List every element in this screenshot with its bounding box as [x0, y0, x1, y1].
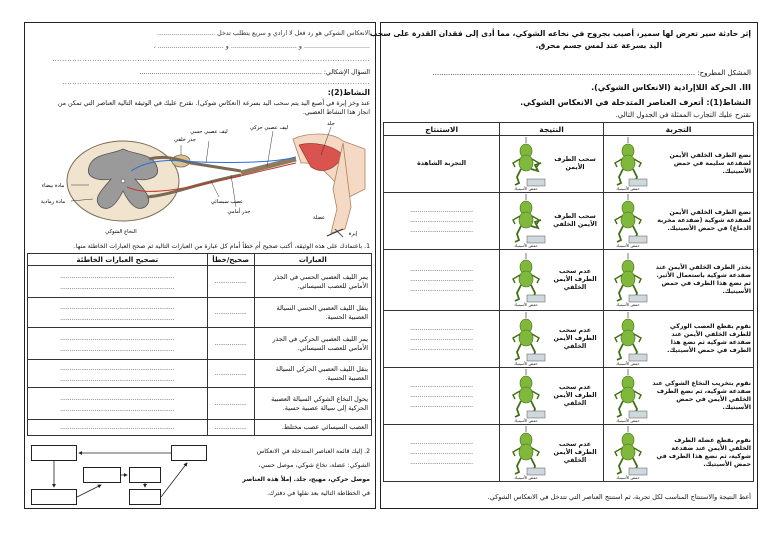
answer-line[interactable]: ............................................................ — [60, 375, 175, 383]
statement-text: يمر الليف العصبي الحركي في الجذر الأمامي للعصب السيسائي. — [254, 328, 371, 360]
header-true-false: صحيح/خطأ — [207, 254, 254, 266]
label-posterior-root: جذر خلفي — [174, 137, 196, 143]
activity-2-line-1: عند وخز إبرة في أصبع اليد يتم سحب اليد بسرعة (انعكاس شوكي). نقترح عليك في الوثيقة التالية العناصر التي تمكن من — [57, 100, 370, 107]
acid-caption: حمض الأسيتيك — [514, 475, 538, 480]
frog-illustration-experiment-6 — [607, 426, 649, 476]
result-label: سحب الطرف الأيمن — [554, 156, 596, 171]
result-label: عدم سحب الطرف الأيمن الخلفي — [553, 327, 597, 350]
result-cell — [500, 368, 604, 425]
answer-line[interactable]: ................................. — [410, 382, 474, 389]
experiment-cell — [604, 250, 754, 311]
true-false-answer[interactable]: ................. — [207, 420, 254, 436]
statement-text: ينقل الليف العصبي الحسي السيالة العصبية الحسية. — [254, 298, 371, 328]
frog-illustration-result-5 — [505, 369, 547, 419]
true-false-answer[interactable]: ................. — [207, 266, 254, 298]
problem-question-line-2: ........................................................................................................................... — [62, 79, 370, 86]
intro-line-1: إثر حادثة سير تعرض لها سمير، أصيب بجروح في نخاعه الشوكي، مما أدى إلى فقدان القدرة على سحب — [369, 29, 751, 38]
definition-line-2: ................................. و ................................. و ................................. ، — [153, 43, 370, 50]
footer-instruction: أعط النتيجة والاستنتاج المناسب لكل تجربة، ثم استنتج العناصر التي تتدخل في الانعكاس الشوكي. — [487, 493, 751, 501]
statement-text: العصب السيسائي عصب مختلط. — [254, 420, 371, 436]
acid-caption: حمض الأسيتيك — [616, 186, 640, 191]
acid-caption: حمض الأسيتيك — [514, 302, 538, 307]
conclusion-cell[interactable] — [384, 368, 500, 425]
section-title: III. الحركة اللاإرادية (الانعكاس الشوكي). — [591, 83, 751, 92]
answer-line[interactable]: ................................. — [410, 266, 474, 273]
label-needle: إبرة — [348, 231, 358, 237]
answer-line[interactable]: ............................................................ — [60, 272, 175, 280]
label-gray-matter: مادة رمادية — [40, 199, 66, 205]
experiment-description: نضع الطرف الخلفي الأيمن لضفدعة شوكية (ضفدعة مخربة الدماغ) في حمض الأسيتيك. — [657, 209, 751, 232]
true-false-answer[interactable]: ................. — [207, 298, 254, 328]
experiment-cell — [604, 193, 754, 250]
label-anterior-root: جذر أمامي — [227, 209, 251, 215]
result-cell — [500, 136, 604, 193]
result-label: عدم سحب الطرف الأيمن الخلفي — [553, 384, 597, 407]
right-panel — [369, 22, 758, 509]
answer-line[interactable]: ............................................................ — [60, 283, 175, 291]
result-cell — [500, 311, 604, 368]
result-label: عدم سحب الطرف الأيمن الخلفي — [553, 441, 597, 464]
activity-2-line-2: انجاز هذا النشاط العصبي. — [302, 109, 370, 116]
label-spinal-nerve: عصب سيسائي — [210, 199, 244, 205]
experiment-description: نقوم بقطع عضلة الطرف الخلفي الأيمن عند ضفدعة شوكية، ثم نضع هذا الطرف في حمض الأسيتيك. — [656, 437, 751, 468]
answer-line[interactable]: ............................................................ — [60, 314, 175, 322]
answer-line[interactable]: ............................................................ — [60, 303, 175, 311]
label-sensory-fiber: ليف عصبي حسي — [190, 129, 228, 135]
question-2-line-2: الشوكي: عضلة، نخاع شوكي، موصل حسي، — [258, 462, 370, 469]
activity-2-title: النشاط(2): — [327, 88, 370, 97]
acid-caption: حمض الأسيتيك — [616, 418, 640, 423]
conclusion-cell[interactable] — [384, 193, 500, 250]
experiment-row — [384, 368, 754, 425]
answer-line[interactable]: ............................................................ — [60, 424, 175, 431]
acid-caption: حمض الأسيتيك — [616, 302, 640, 307]
acid-caption: حمض الأسيتيك — [616, 475, 640, 480]
answer-line[interactable]: ................................. — [410, 402, 474, 409]
conclusion-cell[interactable] — [384, 250, 500, 311]
acid-caption: حمض الأسيتيك — [514, 243, 538, 248]
header-result: النتيجة — [500, 123, 604, 136]
experiment-description: نخدر الطرف الخلفي الأيمن عند ضفدعة شوكية باستعمال الأثير. ثم نضع هذا الطرف في حمض الأسيتيك. — [655, 264, 751, 295]
answer-line[interactable]: ................................. — [410, 325, 474, 332]
answer-line[interactable]: ................................. — [410, 227, 474, 234]
experiment-description: نقوم بتخريب النخاع الشوكي عند ضفدعة شوكية، ثم نضع الطرف الخلفي الأيمن في حمض الأسيتيك. — [652, 380, 751, 411]
problem-statement: المشكل المطروح: ...................................................................................................................... — [432, 69, 751, 77]
conclusion-text: التجربة الشاهدة — [417, 160, 467, 167]
result-label: عدم سحب الطرف الأيمن الخلفي — [553, 268, 597, 291]
statement-text: يحول النخاع الشوكي السيالة العصبية الحركية إلى سيالة عصبية حسية. — [254, 388, 371, 420]
answer-line[interactable]: ................................. — [410, 345, 474, 352]
answer-line[interactable]: ................................. — [410, 217, 474, 224]
statement-text: ينقل الليف العصبي الحركي السيالة العصبية الحسية. — [254, 360, 371, 388]
frog-illustration-experiment-4 — [607, 312, 649, 362]
header-conclusion: الاستنتاج — [384, 123, 500, 136]
label-skin: جلد — [327, 121, 335, 127]
header-corrections: تصحيح العبارات الخاطئة — [28, 254, 208, 266]
frog-illustration-experiment-1 — [607, 137, 649, 187]
answer-line[interactable]: ................................. — [410, 449, 474, 456]
conclusion-cell[interactable] — [384, 136, 500, 193]
true-false-answer[interactable]: ................. — [207, 388, 254, 420]
question-2-line-1: 2. إليك قائمة العناصر المتدخلة في الانعكاس — [256, 448, 370, 455]
experiment-row — [384, 250, 754, 311]
experiment-row — [384, 193, 754, 250]
schema-arrows — [25, 23, 377, 510]
answer-line[interactable]: ............................................................ — [60, 334, 175, 342]
acid-caption: حمض الأسيتيك — [616, 361, 640, 366]
header-statements: العبارات — [254, 254, 371, 266]
activity-1-subtitle: نقترح عليك التجارب الممثلة في الجدول التالي. — [615, 111, 751, 119]
answer-line[interactable]: ............................................................ — [60, 364, 175, 372]
frog-illustration-result-3 — [505, 253, 547, 303]
frog-illustration-result-4 — [505, 312, 547, 362]
label-spinal-cord: النخاع الشوكي — [105, 229, 137, 235]
answer-line[interactable]: ................................. — [410, 439, 474, 446]
acid-caption: حمض الأسيتيك — [514, 418, 538, 423]
question-2-line-4: في الخطاطة التالية بعد نقلها في دفترك. — [267, 490, 370, 497]
conclusion-cell[interactable] — [384, 311, 500, 368]
acid-caption: حمض الأسيتيك — [514, 186, 538, 191]
answer-line[interactable]: ................................. — [410, 276, 474, 283]
answer-line[interactable]: ................................. — [410, 335, 474, 342]
experiment-cell — [604, 368, 754, 425]
definition-line-3: ............................................................................................................................... — [52, 56, 370, 63]
question-2-line-3: موصل حركي، مهيج، جلد. إملأ هذه العناصر — [242, 476, 370, 483]
frog-illustration-result-6 — [505, 426, 547, 476]
problem-question: السؤال الإشكالي: ........................................................................................... — [139, 69, 370, 76]
statement-text: يمر الليف العصبي الحسي في الجذر الأمامي للعصب السيسائي. — [254, 266, 371, 298]
frog-illustration-result-1 — [505, 137, 547, 187]
experiment-row — [384, 425, 754, 482]
question-1: 1. باعتمادك على هذه الوثيقة، أكتب صحيح أم خطأ أمام كل عبارة من العبارات التالية ثم صحح العبارات الخاطئة منها. — [73, 243, 370, 250]
result-cell — [500, 193, 604, 250]
answer-line[interactable]: ............................................................ — [60, 345, 175, 353]
experiment-description: نقوم بقطع العصب الوركي للطرف الخلفي الأيمن عند ضفدعة شوكية ثم نضع هذا الطرف في حمض الأسيتيك. — [667, 323, 751, 354]
acid-caption: حمض الأسيتيك — [616, 243, 640, 248]
result-label: سحب الطرف الأيمن الخلفي — [553, 213, 597, 228]
label-motor-fiber: ليف عصبي حركي — [249, 125, 289, 131]
true-false-answer[interactable]: ................. — [207, 328, 254, 360]
answer-line[interactable]: ............................................................ — [60, 394, 175, 402]
frog-illustration-result-2 — [505, 194, 547, 244]
frog-illustration-experiment-5 — [607, 369, 649, 419]
experiment-row — [384, 311, 754, 368]
frog-illustration-experiment-2 — [607, 194, 649, 244]
conclusion-cell[interactable] — [384, 425, 500, 482]
answer-line[interactable]: ................................. — [410, 207, 474, 214]
result-cell — [500, 250, 604, 311]
intro-line-2: اليد بسرعة عند لمس جسم محرق. — [535, 41, 662, 50]
label-white-matter: مادة بيضاء — [41, 183, 65, 189]
activity-1-title: النشاط(1): أتعرف العناصر المتدخلة في الانعكاس الشوكي. — [520, 98, 751, 107]
answer-line[interactable]: ............................................................ — [60, 405, 175, 413]
experiment-cell — [604, 311, 754, 368]
acid-caption: حمض الأسيتيك — [514, 361, 538, 366]
result-cell — [500, 425, 604, 482]
true-false-answer[interactable]: ................. — [207, 360, 254, 388]
label-muscle: عضلة — [312, 215, 326, 221]
experiments-table — [383, 122, 754, 482]
definition-line-1: الانعكاس الشوكي هو رد فعل لا ارادي و سريع يتطلب تدخل ............................. — [157, 30, 370, 37]
answer-line[interactable]: ................................. — [410, 459, 474, 466]
left-panel — [24, 22, 376, 509]
answer-line[interactable]: ................................. — [410, 286, 474, 293]
header-experiment: التجربة — [604, 123, 754, 136]
experiment-description: نضع الطرف الخلفي الأيمن لضفدعة سليمة في حمض الأسيتيك. — [669, 152, 751, 175]
answer-line[interactable]: ................................. — [410, 392, 474, 399]
frog-illustration-experiment-3 — [607, 253, 649, 303]
experiment-row — [384, 136, 754, 193]
experiment-cell — [604, 136, 754, 193]
experiment-cell — [604, 425, 754, 482]
